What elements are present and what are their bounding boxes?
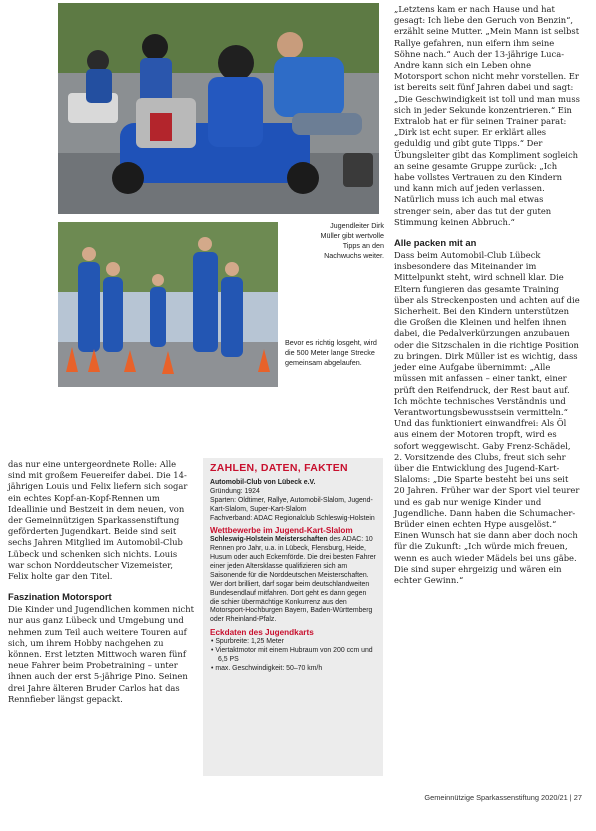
founded: Gründung: 1924 xyxy=(210,487,260,495)
facts-title: ZAHLEN, DATEN, FAKTEN xyxy=(210,462,348,474)
body-paragraph: das nur eine untergeordnete Rolle: Alle sind mit großem Feuereifer dabei. Die 14-jährigen Louis und Felix liefern sich sogar ein echtes Kopf-an-Kopf-Rennen um Ideallinie und Bestzeit in dem neuen, von der Gemeinnützigen Sparkassenstiftung geförderten Jugendkart. Beide sind seit sechs Jahren Mitglied im Automobil-Club Lübeck und schenken sich nichts. Louis war schon Norddeutscher Vizemeister, Felix holte gar den Titel. xyxy=(8,459,188,582)
body-paragraph: Die Kinder und Jugendlichen kommen nicht nur aus ganz Lübeck und Umgebung und nehmen zum Teil auch weitere Touren auf sich, um ihrem Hobby nachgehen zu können. Erst letzten Mittwoch waren fünf neue Fahrer beim Probetraining – unter ihnen auch der erst 5-jährige Pino. Seinen drei Jahre älteren Bruder Carlos hat das Rennfieber längst gepackt. xyxy=(8,604,194,704)
left-column xyxy=(8,459,194,705)
list-item: • max. Geschwindigkeit: 50–70 km/h xyxy=(218,665,376,674)
sparten: Sparten: Oldtimer, Rallye, Automobil-Slalom, Jugend-Kart-Slalom, Super-Kart-Slalom xyxy=(210,496,373,513)
body-paragraph: Dass beim Automobil-Club Lübeck insbesondere das Miteinander im Mittelpunkt steht, wird schnell klar. Die Eltern fungieren das gesamte Training über als Streckenposten und achten auf die Sicherheit. Bei den Kindern unterstützen die Großen die Kleinen und helfen ihnen dabei, die Pedalverkürzungen anzubauen oder die Sitzschalen in die richtige Position zu bringen. Dirk Müller ist es wichtig, dass jeder eine Aufgabe übernimmt: „Alle müssen mit anfassen – einer tankt, einer prüft den Reifendruck, der Rest baut auf. Ich möchte technisches Verständnis und Verantwortungsbewusstsein vermitteln.“ Und das funktioniert einwandfrei: Als Öl aus einem der Motoren tropft, wird es sofort weggewischt. Gaby Frenz-Schädel, 2. Vorsitzende des Clubs, freut sich sehr über die Entwicklung des Jugend-Kart-Slaloms: „Die Sparte besteht bei uns seit 20 Jahren. Früher war der Sport viel teurer und es gab nur wenige Kinder und Jugendliche. Dann haben die Schumacher-Brüder einen echten Hype ausgelöst.“ Einen Wunsch hat sie dann aber doch noch für die Zukunft: „Ich würde mich freuen, wenn es auch wieder Mädels bei uns gäbe. Die sind super ehrgeizig und wären ein echter Gewinn.“ xyxy=(394,250,580,585)
subheading: Faszination Motorsport xyxy=(8,591,112,603)
kart-photo xyxy=(58,3,379,214)
group-photo xyxy=(58,222,278,387)
right-column xyxy=(394,4,580,586)
list-item: • Spurbreite: 1,25 Meter xyxy=(218,638,376,647)
photo-caption-1: Jugendleiter Dirk Müller gibt wertvolle Tipps an den Nachwuchs weiter. xyxy=(320,221,384,260)
sh-meister-label: Schleswig-Holstein Meisterschaften xyxy=(210,536,328,544)
photo-caption-2: Bevor es richtig losgeht, wird die 500 Meter lange Strecke gemeinsam abgelaufen. xyxy=(285,338,377,367)
club-name: Automobil-Club von Lübeck e.V. xyxy=(210,478,316,486)
body-paragraph: „Letztens kam er nach Hause und hat gesagt: Ich liebe den Geruch von Benzin“, erzählt seine Mutter. „Mein Mann ist selbst Rallye gefahren, nun eifern ihm seine Söhne nach.“ Auch der 13-jährige Luca-Andre kann sich ein Leben ohne Motorsport schon nicht mehr vorstellen. Er ist bereits seit fünf Jahren dabei und sagt: „Die Geschwindigkeit ist toll und man muss sich in jeder Sekunde konzentrieren.“ Ein Extralob hat er für seinen Trainer parat: „Dirk ist echt super. Er erklärt alles geduldig und gibt gute Tipps.“ Der Übungsleiter gibt das Kompliment sogleich an seine gesamte Gruppe zurück: „Ich habe vollstes Vertrauen zu den Kindern und kann mich auf jeden verlassen. Natürlich muss ich auch mal etwas strenger sein, aber das tut der guten Stimmung keinen Abbruch.“ xyxy=(394,4,580,227)
list-item: • Viertaktmotor mit einem Hubraum von 200 ccm und 6,5 PS xyxy=(218,647,376,665)
page-footer: Gemeinnützige Sparkassenstiftung 2020/21 | 27 xyxy=(424,793,582,802)
eckdaten-heading: Eckdaten des Jugendkarts xyxy=(210,628,314,638)
sh-meister-text: des ADAC: 10 Rennen pro Jahr, u.a. in Lübeck, Flensburg, Heide, Husum oder auch Eckernförde. Die drei besten Fahrer einer jeden Altersklasse qualifizieren sich am Saisonende für die Norddeutschen Meisterschaften. Wer dort brilliert, darf sogar beim deutschlandweiten Bundesendlauf mitfahren. Dort geht es dann gegen die schier übermächtige Konkurrenz aus den Motorsport-Hochburgen Bayern, Baden-Württemberg oder Rheinland-Pfalz. xyxy=(210,536,376,624)
eckdaten-list xyxy=(210,638,376,674)
wettbewerbe-heading: Wettbewerbe im Jugend-Kart-Slalom xyxy=(210,526,353,536)
fachverband: Fachverband: ADAC Regionalclub Schleswig-Holstein xyxy=(210,514,375,522)
facts-box xyxy=(203,458,383,776)
subheading: Alle packen mit an xyxy=(394,237,477,249)
